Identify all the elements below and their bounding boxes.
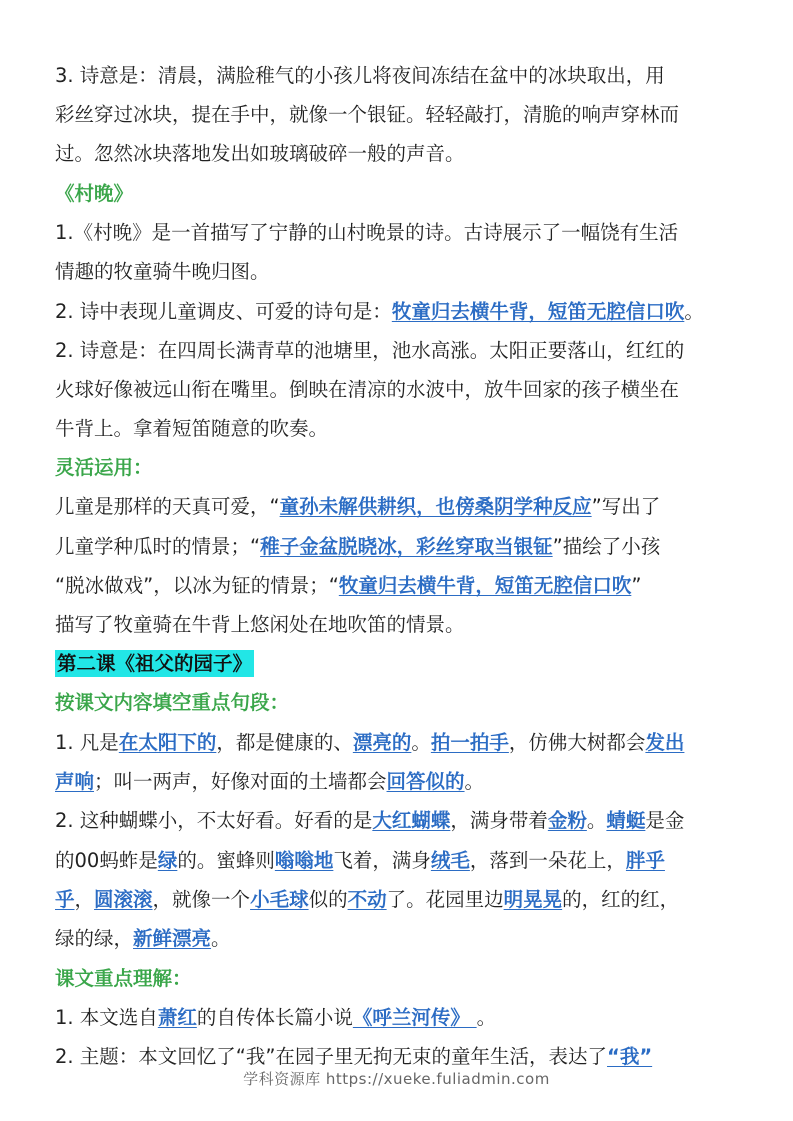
text-line [55,220,678,246]
text-line [55,808,684,834]
body-text: 飞着，满身 [333,849,431,872]
body-text: 。 [586,809,607,832]
body-text: ”写出了 [591,495,661,518]
heading-text: 灵活运用： [55,456,153,479]
body-text: 。 [464,770,485,793]
body-text: 儿童学种瓜时的情景；“ [55,535,261,558]
answer-text: 萧红 [157,1006,197,1029]
body-text: 是金 [645,809,685,832]
answer-text: 牧童归去横牛背，短笛无腔信口吹 [391,300,685,323]
body-text: 1. 本文选自 [55,1006,158,1029]
answer-text: 蜻蜓 [606,809,646,832]
body-text: 描写了牧童骑在牛背上悠闲处在地吹笛的情景。 [55,613,465,636]
body-text: 。 [684,300,704,323]
body-text: 的自传体长篇小说 [196,1006,353,1029]
text-line [55,612,465,638]
answer-text: 金粉 [547,809,587,832]
text-line [55,848,665,874]
answer-text: 新鲜漂亮 [133,927,212,950]
text-line [55,416,328,442]
body-text: ” [631,574,642,597]
body-text: ，仿佛大树都会 [508,731,646,754]
text-line [55,1005,496,1031]
text-line [55,887,679,913]
text-line [55,730,684,756]
text-line [55,299,704,325]
highlighted-heading: 第二课《祖父的园子》 [57,652,253,675]
section-heading [55,455,153,481]
answer-text: 绿 [157,849,178,872]
answer-text: 回答似的 [386,770,465,793]
answer-text: 胖乎 [625,849,665,872]
body-text: 似的 [308,888,348,911]
answer-text: 声响 [55,770,95,793]
body-text: 过。忽然冰块落地发出如玻璃破碎一般的声音。 [55,142,465,165]
lesson-heading [55,651,254,677]
body-text: ；叫一两声，好像对面的土墙都会 [94,770,387,793]
text-line [55,926,231,952]
section-heading [55,966,192,992]
body-text: 1. 凡是 [55,731,119,754]
body-text: 2. 主题：本文回忆了“我”在园子里无拘无束的童年生活，表达了 [55,1045,608,1068]
answer-text: “我” [607,1045,653,1068]
answer-text: 小毛球 [250,888,309,911]
body-text: 的，红的红， [562,888,680,911]
body-text: 绿的绿， [55,927,134,950]
body-text: 3. 诗意是：清晨，满脸稚气的小孩儿将夜间冻结在盆中的冰块取出，用 [55,64,665,87]
heading-text: 按课文内容填空重点句段： [55,691,290,714]
body-text: 牛背上。拿着短笛随意的吹奏。 [55,417,329,440]
answer-text: 嗡嗡地 [274,849,334,872]
text-line [55,769,484,795]
text-line [55,494,660,520]
answer-text: 牧童归去横牛背，短笛无腔信口吹 [338,574,632,597]
heading-text: 课文重点理解： [55,967,192,990]
answer-text: 漂亮的 [352,731,412,754]
text-line [55,1044,652,1070]
body-text: 儿童是那样的天真可爱，“ [55,495,280,518]
answer-text: 乎 [55,888,75,911]
body-text: 彩丝穿过冰块，提在手中，就像一个银钲。轻轻敲打，清脆的响声穿林而 [55,103,680,126]
body-text: 。 [476,1006,497,1029]
body-text: ，就像一个 [152,888,251,911]
answer-text: 发出 [645,731,685,754]
body-text: 2. 诗中表现儿童调皮、可爱的诗句是： [55,300,392,323]
text-line [55,534,660,560]
text-line [55,259,270,285]
footer-watermark: 学科资源库 https://xueke.fuliadmin.com [243,1070,550,1088]
answer-text: 明晃晃 [503,888,563,911]
body-text: 了。花园里边 [386,888,504,911]
text-line [55,102,679,128]
heading-text: 《村晚》 [55,182,134,205]
text-line [55,141,465,167]
text-line [55,377,679,403]
answer-text: 拍一拍手 [430,731,509,754]
answer-text: 童孙未解供耕织，也傍桑阴学种反应 [279,495,592,518]
section-heading [55,690,289,716]
body-text: 2. 这种蝴蝶小，不太好看。好看的是 [55,809,373,832]
answer-text: 稚子金盆脱晓冰，彩丝穿取当银钲 [260,535,553,558]
text-line [55,573,641,599]
section-heading [55,181,133,207]
text-line [55,63,665,89]
body-text: 情趣的牧童骑牛晚归图。 [55,260,270,283]
answer-text: 绒毛 [430,849,470,872]
body-text: ，满身带着 [450,809,548,832]
body-text: ， [74,888,95,911]
answer-text: 《呼兰河传》 [352,1006,477,1029]
answer-text: 不动 [347,888,387,911]
body-text: ”描绘了小孩 [552,535,661,558]
answer-text: 圆滚滚 [94,888,153,911]
body-text: 火球好像被远山衔在嘴里。倒映在清凉的水波中，放牛回家的孩子横坐在 [55,378,680,401]
body-text: 2. 诗意是：在四周长满青草的池塘里，池水高涨。太阳正要落山，红红的 [55,339,685,362]
text-line [55,338,684,364]
body-text: ，落到一朵花上， [469,849,626,872]
body-text: “脱冰做戏”，以冰为钲的情景；“ [55,574,339,597]
answer-text: 大红蝴蝶 [372,809,451,832]
body-text: 。 [211,927,231,950]
body-text: 的00蚂蚱是 [55,849,158,872]
body-text: ，都是健康的、 [216,731,353,754]
body-text: 的。蜜蜂则 [177,849,275,872]
answer-text: 在太阳下的 [118,731,217,754]
body-text: 。 [411,731,431,754]
body-text: 1.《村晚》是一首描写了宁静的山村晚景的诗。古诗展示了一幅饶有生活 [55,221,679,244]
